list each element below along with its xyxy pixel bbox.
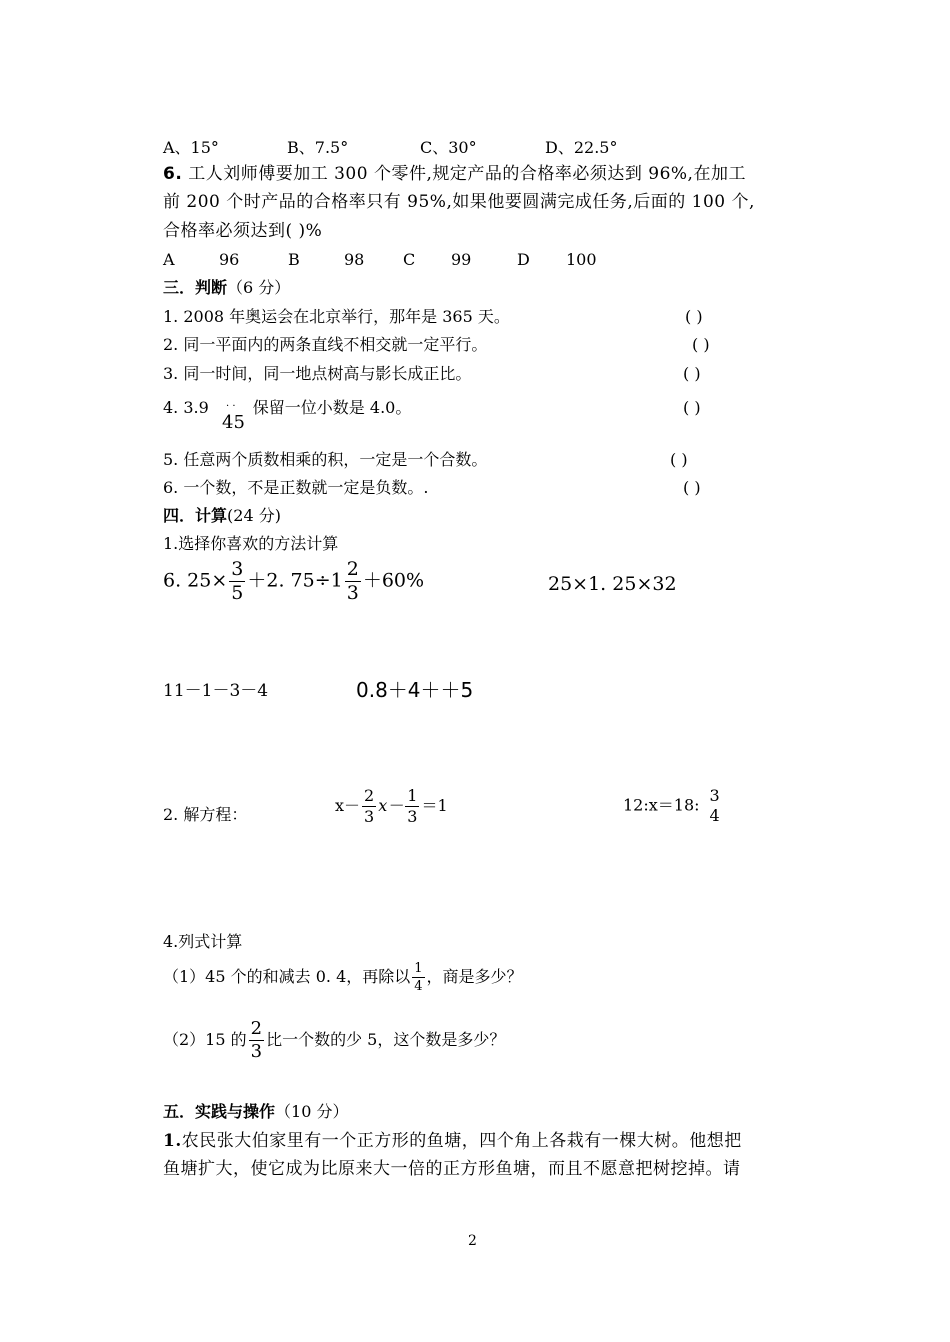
q6-option-label: D [517,250,530,269]
denominator: 3 [346,582,359,604]
question-text: 农民张大伯家里有一个正方形的鱼塘，四个角上各栽有一棵大树。他想把 [181,1131,742,1151]
fraction [345,560,361,603]
section-title: 五．实践与操作 [163,1102,276,1121]
answer-blank: ( ) [670,450,688,469]
question-6-line3: 合格率必须达到( )% [163,221,323,241]
item-text: 4. 3.9 [163,398,209,417]
section-score: （6 分） [227,278,291,297]
sub-heading-1: 1.选择你喜欢的方法计算 [163,534,339,553]
answer-blank: ( ) [683,364,701,383]
question-6-line1 [163,164,746,184]
option-a: A、15° [163,138,219,157]
q6-option-value: 100 [566,250,597,269]
judge-item-3: 3. 同一时间，同一地点树高与影长成正比。 [163,364,472,383]
numerator: 3 [231,558,244,580]
denominator: 3 [407,807,418,826]
q6-option-label: C [403,250,416,269]
denominator: 4 [709,806,720,825]
judge-item-4 [163,398,411,418]
equation-2 [623,788,724,824]
answer-blank: ( ) [685,307,703,326]
practice-question-1-line1 [163,1131,742,1151]
repeating-digits: 45 [222,412,245,433]
problem-text: ，商是多少？ [426,967,523,986]
q6-option-label: B [288,250,300,269]
fraction [249,1020,264,1061]
q6-option-value: 99 [451,250,472,269]
expr-part: 12:x＝18: [623,795,700,815]
fraction [229,560,245,603]
word-problem-2 [163,1020,505,1061]
question-number: 6. [163,164,183,184]
fraction [412,962,424,993]
question-6-line2: 前 200 个时产品的合格率只有 95%,如果他要圆满完成任务,后面的 100 个, [163,192,755,212]
fraction [708,788,722,824]
practice-question-1-line2: 鱼塘扩大，使它成为比原来大一倍的正方形鱼塘，而且不愿意把树挖掉。请 [163,1159,741,1179]
expr-part: ＝1 [421,796,448,815]
expression-1 [163,560,424,603]
section-5-heading [163,1102,348,1122]
repeating-dot-mark: · · [226,401,236,412]
numerator: 1 [414,961,423,976]
numerator: 2 [346,558,359,580]
option-c: C、30° [420,138,477,157]
numerator: 3 [709,786,720,805]
section-score: （10 分） [275,1102,349,1121]
judge-item-6: 6. 一个数，不是正数就一定是负数。. [163,478,429,497]
item-text: 保留一位小数是 4.0。 [252,398,412,417]
denominator: 3 [250,1041,263,1062]
expr-part: 6. 25× [163,569,228,592]
denominator: 3 [364,807,375,826]
denominator: 5 [231,582,244,604]
numerator: 2 [250,1018,263,1039]
answer-blank: ( ) [692,335,710,354]
problem-text: 比一个数的少 5，这个数是多少？ [266,1030,506,1049]
judge-item-5: 5. 任意两个质数相乘的积，一定是一个合数。 [163,450,488,469]
answer-blank: ( ) [683,478,701,497]
judge-item-2: 2. 同一平面内的两条直线不相交就一定平行。 [163,335,488,354]
numerator: 1 [407,786,418,805]
equation-1 [335,788,448,825]
question-text: 工人刘师傅要加工 300 个零件,规定产品的合格率必须达到 96%,在加工 [188,164,746,184]
expr-part: x－ [335,796,361,815]
section-4-heading [163,506,281,526]
expression-4: 0.8＋4＋＋5 [356,678,474,702]
expr-part: x－ [378,796,404,815]
sub-heading-2: 2. 解方程： [163,805,248,824]
q6-option-value: 96 [219,250,240,269]
numerator: 2 [364,786,375,805]
option-d: D、22.5° [545,138,618,157]
expression-3: 11－1－3－4 [163,681,269,701]
section-score: (24 分) [227,506,281,525]
judge-item-1: 1. 2008 年奥运会在北京举行，那年是 365 天。 [163,307,510,326]
expression-2: 25×1. 25×32 [548,573,677,595]
section-3-heading [163,278,290,298]
fraction [405,788,419,825]
word-problem-1 [163,962,523,993]
expr-part: ＋60% [362,569,425,592]
problem-text: （2）15 的 [163,1030,247,1049]
answer-blank: ( ) [683,398,701,417]
expr-part: ＋2. 75÷1 [247,569,343,592]
fraction [362,788,376,825]
section-title: 四．计算 [163,506,228,525]
problem-text: （1）45 个的和减去 0. 4，再除以 [163,967,411,986]
q6-option-value: 98 [344,250,365,269]
option-b: B、7.5° [287,138,349,157]
sub-heading-4: 4.列式计算 [163,932,243,951]
q6-option-label: A [163,250,175,269]
question-number: 1. [163,1131,182,1151]
denominator: 4 [414,979,423,994]
page-number: 2 [468,1233,477,1249]
section-title: 三．判断 [163,278,228,297]
